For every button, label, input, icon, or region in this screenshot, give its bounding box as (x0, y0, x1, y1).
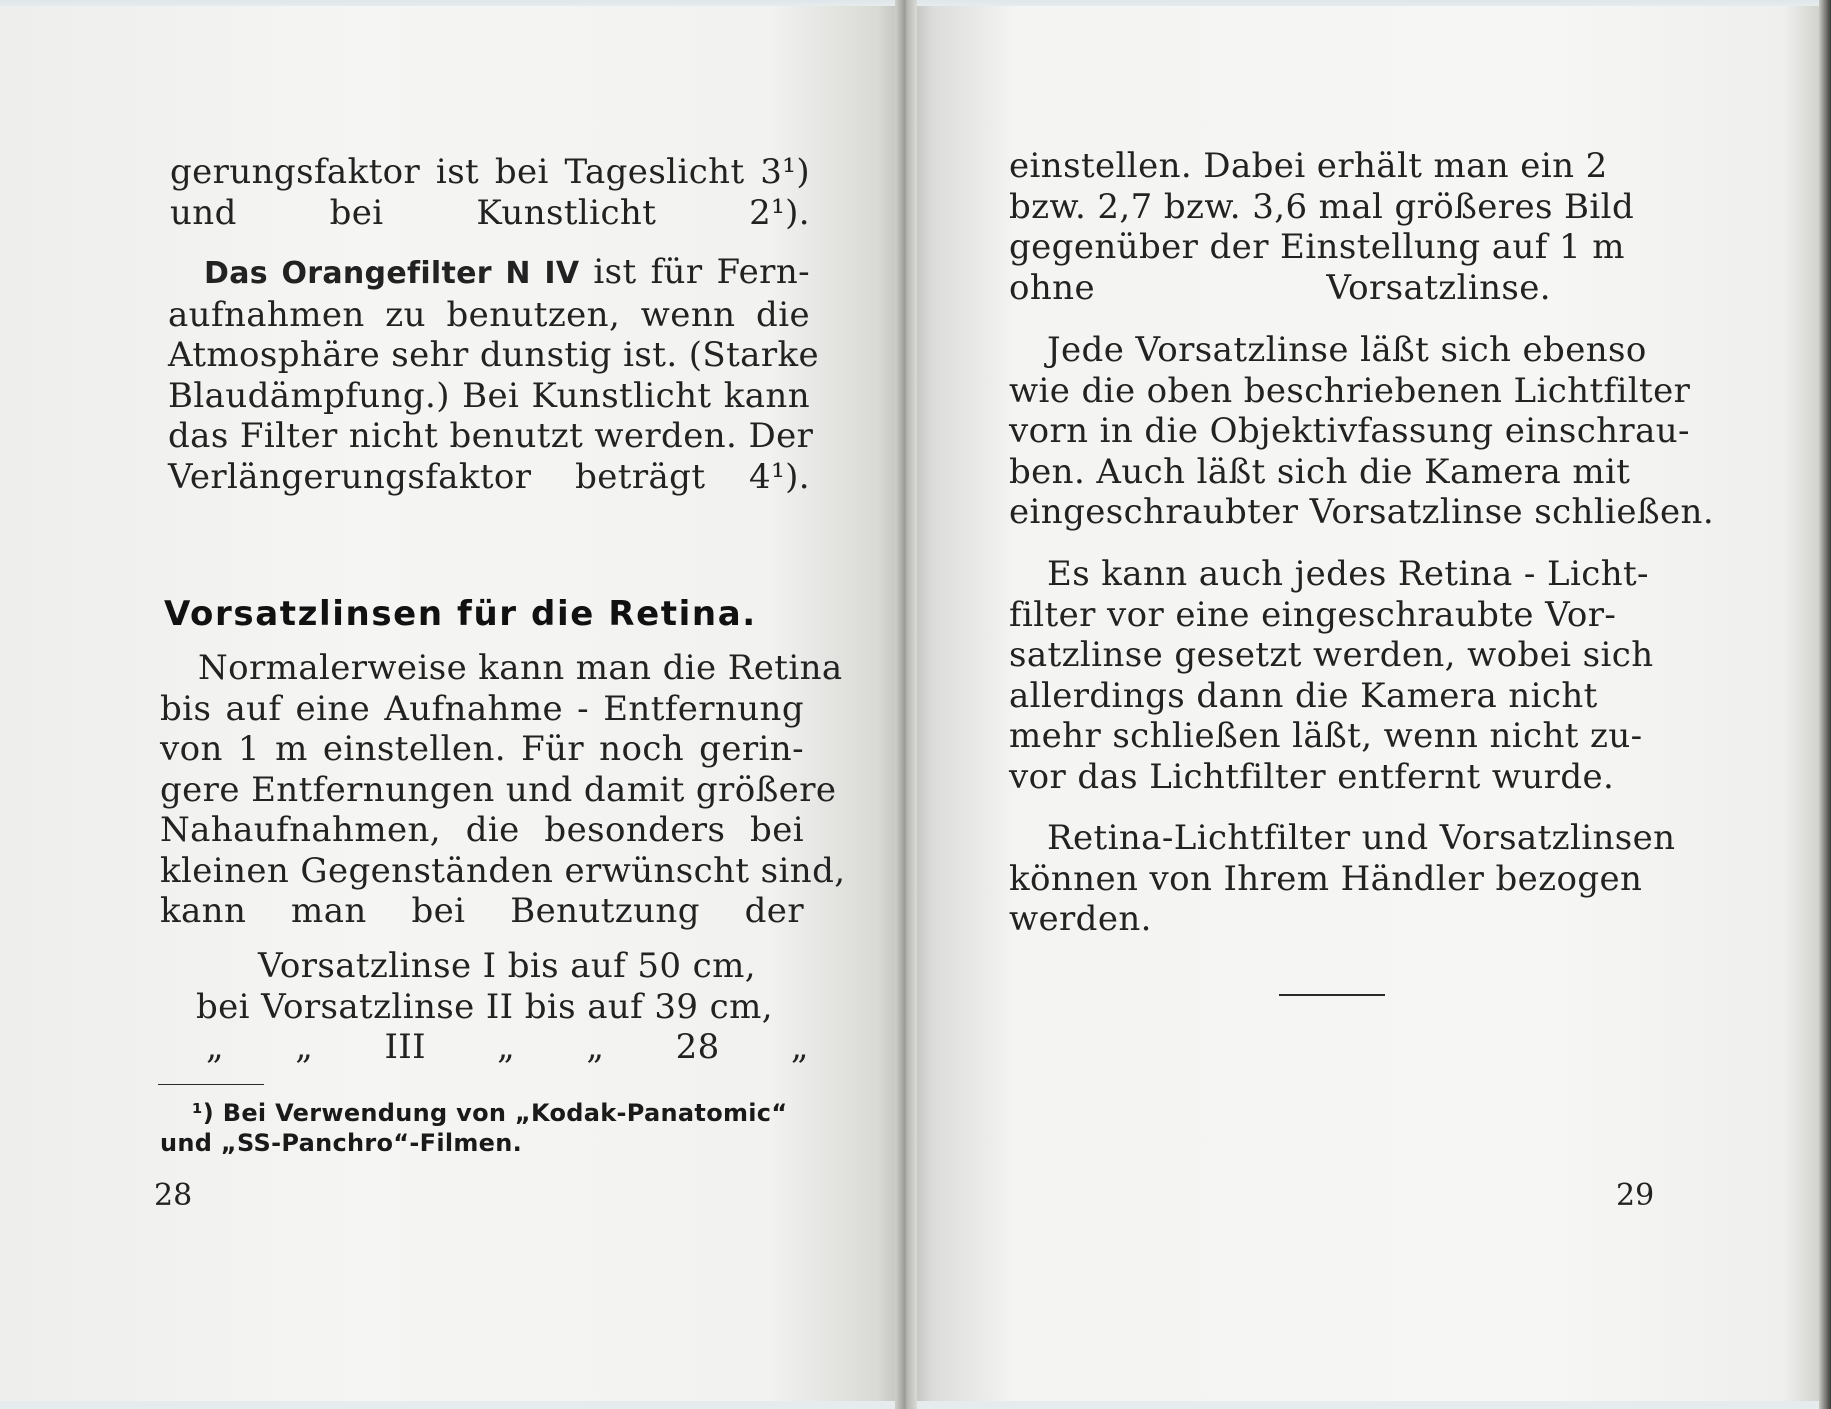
lens-distance-list (196, 946, 809, 1068)
text-line: filter vor eine eingeschraubte Vor- (1009, 594, 1617, 635)
text-line: bzw. 2,7 bzw. 3,6 mal größeres Bild (1009, 186, 1635, 227)
text-line: ohne Vorsatzlinse. (1009, 267, 1551, 308)
text-line: von 1 m einstellen. Für noch gerin- (160, 729, 804, 769)
text-line: gerungsfaktor ist bei Tageslicht 3¹) (170, 152, 810, 192)
text-line: bis auf eine Aufnahme - Entfernung (160, 688, 804, 729)
text-line: eingeschraubter Vorsatzlinse schließen. (1009, 492, 1715, 532)
text-line: das Filter nicht benutzt werden. Der (168, 416, 814, 456)
text-line: Verlängerungsfaktor beträgt 4¹). (168, 456, 810, 497)
text-line: und bei Kunstlicht 2¹). (170, 192, 810, 233)
text-line: allerdings dann die Kamera nicht (1009, 675, 1598, 716)
right-paragraph-3 (1009, 554, 1654, 797)
page-number-left: 28 (154, 1178, 193, 1213)
text-line: mehr schließen läßt, wenn nicht zu- (1009, 716, 1643, 756)
footnote-line: und „SS-Panchro“-Filmen. (160, 1129, 523, 1157)
text-line: vor das Lichtfilter entfernt wurde. (1009, 756, 1615, 797)
right-paragraph-1 (1009, 146, 1635, 308)
text-line: gere Entfernungen und damit größere (160, 769, 837, 810)
text-line: Normalerweise kann man die Retina (198, 648, 843, 688)
text-line: Jede Vorsatzlinse läßt sich ebenso (1047, 330, 1647, 370)
footnote-line: ¹) Bei Verwendung von „Kodak-Panatomic“ (192, 1099, 788, 1127)
left-paragraph-2 (168, 252, 820, 497)
text-line: Atmosphäre sehr dunstig ist. (Starke (168, 335, 820, 375)
list-line: Vorsatzlinse I bis auf 50 cm, (258, 946, 756, 986)
right-paragraph-4 (1009, 818, 1676, 940)
text-line: Retina-Lichtfilter und Vorsatzlinsen (1047, 818, 1676, 858)
list-line: bei Vorsatzlinse II bis auf 39 cm, (196, 986, 773, 1027)
footnote (160, 1098, 787, 1158)
left-page (0, 6, 905, 1401)
text-line: können von Ihrem Händler bezogen (1009, 858, 1643, 899)
orange-filter-label: Das Orangefilter N IV (204, 256, 580, 291)
text-line: einstellen. Dabei erhält man ein 2 (1009, 146, 1608, 186)
text-line: gegenüber der Einstellung auf 1 m (1009, 227, 1625, 267)
text-line: kleinen Gegenständen erwünscht sind, (160, 850, 846, 891)
right-paragraph-2 (1009, 330, 1715, 533)
page-number-right: 29 (1616, 1178, 1655, 1213)
right-page (905, 6, 1821, 1401)
book-gutter (895, 0, 917, 1409)
left-paragraph-1 (170, 152, 810, 233)
text-fragment: ist für Fern- (579, 252, 810, 292)
text-line (168, 252, 810, 295)
left-paragraph-3 (160, 648, 846, 932)
footnote-rule (158, 1084, 264, 1085)
section-heading: Vorsatzlinsen für die Retina. (164, 594, 757, 634)
text-line: aufnahmen zu benutzen, wenn die (168, 294, 810, 335)
book-edge (1819, 0, 1831, 1409)
text-line: wie die oben beschriebenen Lichtfilter (1009, 370, 1691, 411)
text-line: werden. (1009, 899, 1152, 939)
text-line: ben. Auch läßt sich die Kamera mit (1009, 451, 1631, 492)
text-line: Nahaufnahmen, die besonders bei (160, 810, 804, 850)
list-line: „ „ III „ „ 28 „ (206, 1027, 809, 1067)
text-line: satzlinse gesetzt werden, wobei sich (1009, 635, 1654, 675)
text-line: Es kann auch jedes Retina - Licht- (1047, 554, 1649, 594)
section-end-rule (1279, 994, 1385, 996)
text-line: Blaudämpfung.) Bei Kunstlicht kann (168, 375, 810, 416)
text-line: kann man bei Benutzung der (160, 891, 804, 931)
text-line: vorn in die Objektivfassung einschrau- (1009, 411, 1690, 451)
